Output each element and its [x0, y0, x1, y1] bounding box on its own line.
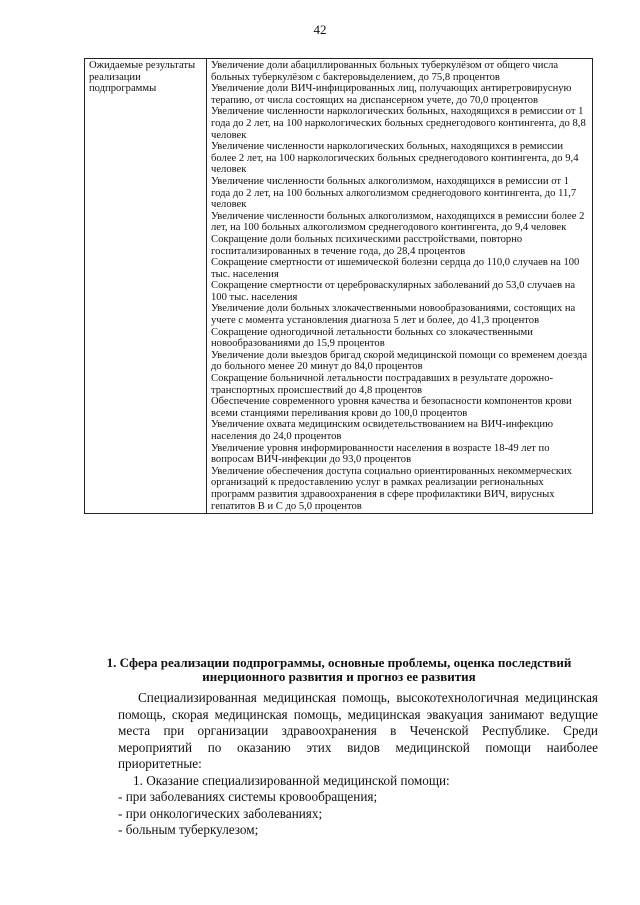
- result-item: Увеличение численности больных алкоголизмом, находящихся в ремиссии более 2 лет, на 100 больных алкоголизмом среднегодового контингента, до 9,4 человек: [211, 210, 585, 234]
- list-item: - при онкологических заболеваниях;: [118, 805, 323, 821]
- result-item: Увеличение уровня информированности населения в возрасте 18-49 лет по вопросам ВИЧ-инфекции до 93,0 процентов: [211, 442, 550, 466]
- result-item: Сокращение смертности от цереброваскулярных заболеваний до 53,0 случаев на 100 тыс. населения: [211, 280, 576, 303]
- result-item: Увеличение доли ВИЧ-инфицированных лиц, получающих антиретровирусную терапию, от числа состоящих на диспансерном учете, до 70,0 процентов: [211, 83, 572, 106]
- table-label-cell: Ожидаемые результаты реализации подпрограммы: [85, 59, 207, 514]
- section-heading: 1. Сфера реализации подпрограммы, основные проблемы, оценка последствий инерционного развития и прогноз ее развития: [106, 655, 572, 684]
- section-body: [118, 690, 598, 839]
- result-item: Увеличение численности больных алкоголизмом, находящихся в ремиссии от 1 года до 2 лет, на 100 больных алкоголизмом среднегодового контингента, до 11,7 человек: [211, 175, 577, 211]
- result-item: Увеличение доли выездов бригад скорой медицинской помощи со временем доезда до больного менее 20 минут до 84,0 процентов: [211, 349, 588, 373]
- result-item: Сокращение смертности от ишемической болезни сердца до 110,0 случаев на 100 тыс. населения: [211, 257, 580, 280]
- result-item: Сокращение доли больных психическими расстройствами, повторно госпитализированных в течение года, до 28,4 процентов: [211, 233, 523, 257]
- list-item: - больным туберкулезом;: [118, 822, 259, 837]
- result-item: Сокращение больничной летальности пострадавших в результате дорожно-транспортных происшествий до 4,8 процентов: [211, 373, 554, 396]
- result-item: Увеличение доли больных злокачественными новообразованиями, состоящих на учете с момента установления диагноза 5 лет и более, до 41,3 процентов: [211, 303, 576, 327]
- list-heading: 1. Оказание специализированной медицинской помощи:: [133, 772, 450, 788]
- result-item: Увеличение обеспечения доступа социально ориентированных некоммерческих организаций к предоставлению услуг в рамках реализации региональных программ развития здравоохранения в сфере профилактики ВИЧ, вирусных гепатитов В и С до 5,0 процентов: [211, 465, 572, 512]
- result-item: Увеличение доли абациллированных больных туберкулёзом от общего числа больных туберкулёзом с бактеровыделением, до 75,8 процентов: [211, 60, 559, 83]
- section-paragraph: Специализированная медицинская помощь, высокотехнологичная медицинская помощь, скорая медицинская помощь, медицинская эвакуация занимают ведущие места при организации здравоохранения в Чеченской Республике. Среди мероприятий по оказанию этих видов медицинской помощи наиболее приоритетные:: [118, 690, 598, 771]
- result-item: Обеспечение современного уровня качества и безопасности компонентов крови всеми станциями переливания крови до 100,0 процентов: [211, 396, 572, 419]
- table-results-cell: [207, 59, 593, 514]
- page-number: 42: [313, 22, 327, 37]
- result-item: Увеличение численности наркологических больных, находящихся в ремиссии более 2 лет, на 100 наркологических больных среднегодового контингента, до 9,4 человек: [211, 141, 579, 176]
- result-item: Увеличение численности наркологических больных, находящихся в ремиссии от 1 года до 2 лет, на 100 наркологических больных среднегодового контингента, до 8,8 человек: [211, 106, 586, 141]
- table-row: [85, 59, 593, 514]
- expected-results-table: [84, 58, 593, 514]
- result-item: Увеличение охвата медицинским освидетельствованием на ВИЧ-инфекцию населения до 24,0 процентов: [211, 419, 553, 442]
- list-item: - при заболеваниях системы кровообращения;: [118, 789, 378, 804]
- result-item: Сокращение одногодичной летальности больных со злокачественными новообразованиями до 15,9 процентов: [211, 326, 533, 350]
